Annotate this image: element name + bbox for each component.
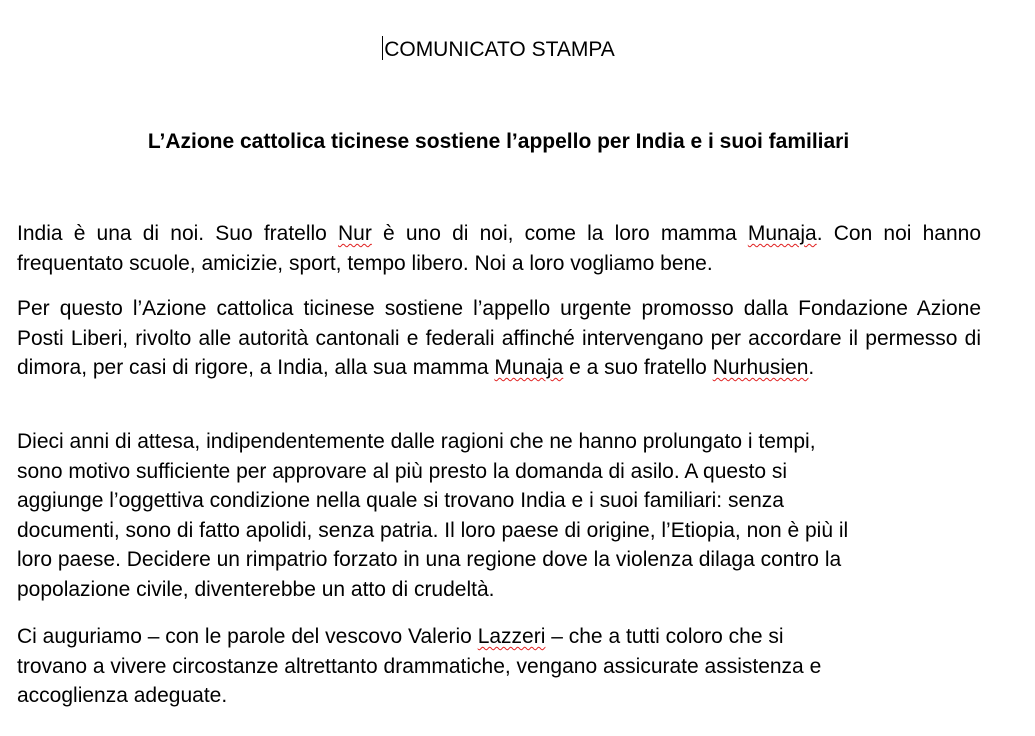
paragraph-4-line: trovano a vivere circostanze altrettanto drammatiche, vengano assicurate assistenza e bbox=[17, 654, 822, 678]
paragraph-4-line: accoglienza adeguate. bbox=[17, 684, 228, 708]
spellcheck-word[interactable]: Nurhusien bbox=[712, 356, 809, 380]
paragraph-3-line: sono motivo sufficiente per approvare al più presto la domanda di asilo. A questo si bbox=[17, 459, 788, 483]
paragraph-1-text-e: . Con noi hanno frequentato scuole, amicizie, sport, tempo libero. Noi a loro vogliamo bene. bbox=[17, 222, 981, 275]
document-subtitle: L’Azione cattolica ticinese sostiene l’appello per India e i suoi familiari bbox=[147, 130, 850, 153]
spellcheck-word[interactable]: Lazzeri bbox=[477, 625, 546, 648]
paragraph-4 bbox=[17, 622, 981, 711]
paragraph-2-text-a: Per questo l’Azione cattolica ticinese sostiene l’appello urgente promosso dalla Fondazione Azione Posti Liberi, rivolto alle autorità cantonali e federali affinché intervengano per accordare il permesso di dimora, per casi di rigore, a India, alla sua mamma bbox=[17, 297, 981, 380]
paragraph-3-line: loro paese. Decidere un rimpatrio forzato in una regione dove la violenza dilaga contro la bbox=[17, 548, 842, 572]
paragraph-4-line bbox=[17, 622, 981, 652]
spellcheck-word[interactable]: Nur bbox=[338, 222, 372, 245]
paragraph-1-text-c: è uno di noi, come la loro mamma bbox=[371, 222, 748, 245]
spellcheck-word[interactable]: Munaja bbox=[747, 222, 817, 245]
paragraph-2-text-e: . bbox=[808, 356, 815, 380]
page-title bbox=[0, 36, 997, 63]
paragraph-4-text-c: – che a tutti coloro che si bbox=[545, 625, 784, 648]
paragraph-3-line: Dieci anni di attesa, indipendentemente dalle ragioni che ne hanno prolungato i tempi, bbox=[17, 430, 816, 453]
paragraph-1 bbox=[17, 219, 981, 278]
paragraph-4-text-a: Ci auguriamo – con le parole del vescovo Valerio bbox=[17, 625, 478, 648]
page-title-text: COMUNICATO STAMPA bbox=[384, 38, 615, 61]
spellcheck-word[interactable]: Munaja bbox=[494, 356, 564, 380]
paragraph-3 bbox=[17, 427, 981, 605]
paragraph-3-line: documenti, sono di fatto apolidi, senza patria. Il loro paese di origine, l’Etiopia, non è più il bbox=[17, 518, 849, 542]
paragraph-3-line: popolazione civile, diventerebbe un atto di crudeltà. bbox=[17, 577, 495, 601]
paragraph-2 bbox=[17, 294, 981, 383]
paragraph-3-line: aggiunge l’oggettiva condizione nella quale si trovano India e i suoi familiari: senza bbox=[17, 489, 784, 513]
paragraph-1-text-a: India è una di noi. Suo fratello bbox=[17, 222, 339, 245]
paragraph-2-text-c: e a suo fratello bbox=[563, 356, 713, 380]
